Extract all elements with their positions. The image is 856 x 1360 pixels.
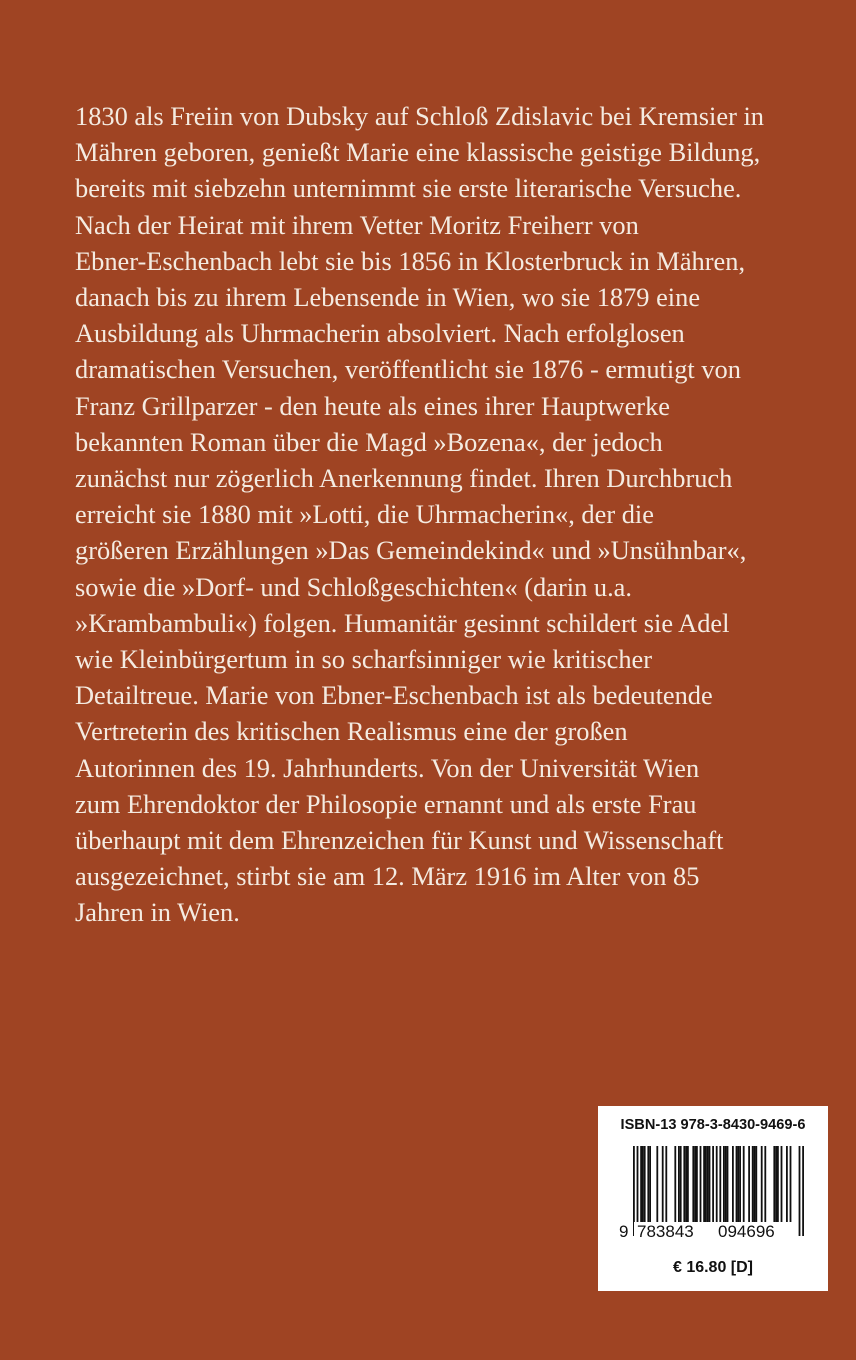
blurb-line: bekannten Roman über die Magd »Bozena«, der jedoch [75, 426, 663, 457]
barcode-bar [647, 1146, 649, 1222]
barcode-bar [786, 1146, 788, 1222]
blurb-line: bereits mit siebzehn unternimmt sie erste literarische Versuche. [75, 173, 742, 204]
blurb-line: Mähren geboren, genießt Marie eine klassische geistige Bildung, [75, 137, 761, 168]
barcode-bar [694, 1146, 696, 1222]
blurb-line: danach bis zu ihrem Lebensende in Wien, wo sie 1879 eine [75, 282, 701, 313]
barcode-bar [680, 1146, 682, 1222]
barcode-bar [703, 1146, 705, 1222]
barcode-bar [739, 1146, 741, 1222]
barcode-bar [642, 1146, 644, 1222]
blurb-line: Detailtreue. Marie von Ebner-Eschenbach ist als bedeutende [75, 680, 713, 711]
blurb-line: Vertreterin des kritischen Realismus eine der großen [75, 716, 628, 747]
barcode-bar [656, 1146, 658, 1222]
barcode-bar [662, 1146, 664, 1222]
blurb-line: »Krambambuli«) folgen. Humanitär gesinnt schildert sie Adel [75, 607, 730, 638]
barcode-bar [764, 1146, 766, 1222]
blurb-line: ausgezeichnet, stirbt sie am 12. März 1916 im Alter von 85 [75, 861, 700, 892]
barcode-bar [687, 1146, 689, 1222]
barcode-bar [678, 1146, 680, 1222]
barcode-bar [674, 1146, 676, 1222]
barcode-bar [705, 1146, 707, 1222]
barcode-bar [696, 1146, 698, 1222]
barcode-bar [748, 1146, 750, 1222]
barcode-label [598, 1106, 828, 1291]
blurb-line: Jahren in Wien. [75, 897, 240, 928]
barcode-bar [712, 1146, 714, 1222]
barcode-bar [644, 1146, 646, 1222]
barcode-bar [781, 1146, 783, 1222]
blurb-line: zum Ehrendoktor der Philosopie ernannt und als erste Frau [75, 788, 697, 819]
blurb-line: Nach der Heirat mit ihrem Vetter Moritz Freiherr von [75, 209, 639, 240]
barcode-bar [736, 1146, 738, 1222]
barcode-bar [692, 1146, 694, 1222]
barcode-digits-left: 783843 [634, 1222, 697, 1242]
barcode-bar [685, 1146, 687, 1222]
barcode-bar [777, 1146, 779, 1222]
barcode-bar [709, 1146, 711, 1222]
barcode-bar [773, 1146, 775, 1222]
barcode-bar [802, 1146, 804, 1236]
blurb-line: Ebner-Eschenbach lebt sie bis 1856 in Klosterbruck in Mähren, [75, 245, 746, 276]
barcode-bar [725, 1146, 727, 1222]
barcode-bar [790, 1146, 792, 1222]
blurb-text [75, 98, 815, 931]
blurb-line: überhaupt mit dem Ehrenzeichen für Kunst und Wissenschaft [75, 825, 724, 856]
price-text: € 16.80 [D] [672, 1259, 754, 1276]
barcode-bar [723, 1146, 725, 1222]
barcode-bar [727, 1146, 729, 1222]
blurb-line: Autorinnen des 19. Jahrhunderts. Von der Universität Wien [75, 752, 700, 783]
barcode-bar [752, 1146, 754, 1222]
barcode-bar [737, 1146, 739, 1222]
barcode-bar [775, 1146, 777, 1222]
isbn-text: ISBN-13 978-3-8430-9469-6 [620, 1117, 806, 1133]
barcode-bar [732, 1146, 734, 1222]
barcode-bar [640, 1146, 642, 1222]
barcode-bar [755, 1146, 757, 1222]
barcode-bar [683, 1146, 685, 1222]
blurb-line: wie Kleinbürgertum in so scharfsinniger wie kritischer [75, 644, 653, 675]
blurb-line: erreicht sie 1880 mit »Lotti, die Uhrmacherin«, der die [75, 499, 654, 530]
barcode-bar [743, 1146, 745, 1222]
blurb-line: Franz Grillparzer - den heute als eines ihrer Hauptwerke [75, 390, 670, 421]
barcode-digits-right: 094696 [715, 1222, 778, 1242]
blurb-line: Ausbildung als Uhrmacherin absolviert. Nach erfolglosen [75, 318, 685, 349]
blurb-line: sowie die »Dorf- und Schloßgeschichten« (darin u.a. [75, 571, 632, 602]
barcode-bar [799, 1146, 801, 1236]
barcode-bar [665, 1146, 667, 1222]
barcode-bar [649, 1146, 651, 1222]
blurb-line: dramatischen Versuchen, veröffentlicht sie 1876 - ermutigt von [75, 354, 741, 385]
blurb-line: größeren Erzählungen »Das Gemeindekind« und »Unsühnbar«, [75, 535, 747, 566]
barcode-digit-first: 9 [619, 1222, 629, 1241]
barcode-bar [754, 1146, 756, 1222]
blurb-line: 1830 als Freiin von Dubsky auf Schloß Zdislavic bei Kremsier in [75, 101, 764, 131]
barcode-bar [761, 1146, 763, 1222]
barcode-bar [707, 1146, 709, 1222]
barcode-bar [700, 1146, 702, 1222]
blurb-line: zunächst nur zögerlich Anerkennung findet. Ihren Durchbruch [75, 463, 733, 494]
